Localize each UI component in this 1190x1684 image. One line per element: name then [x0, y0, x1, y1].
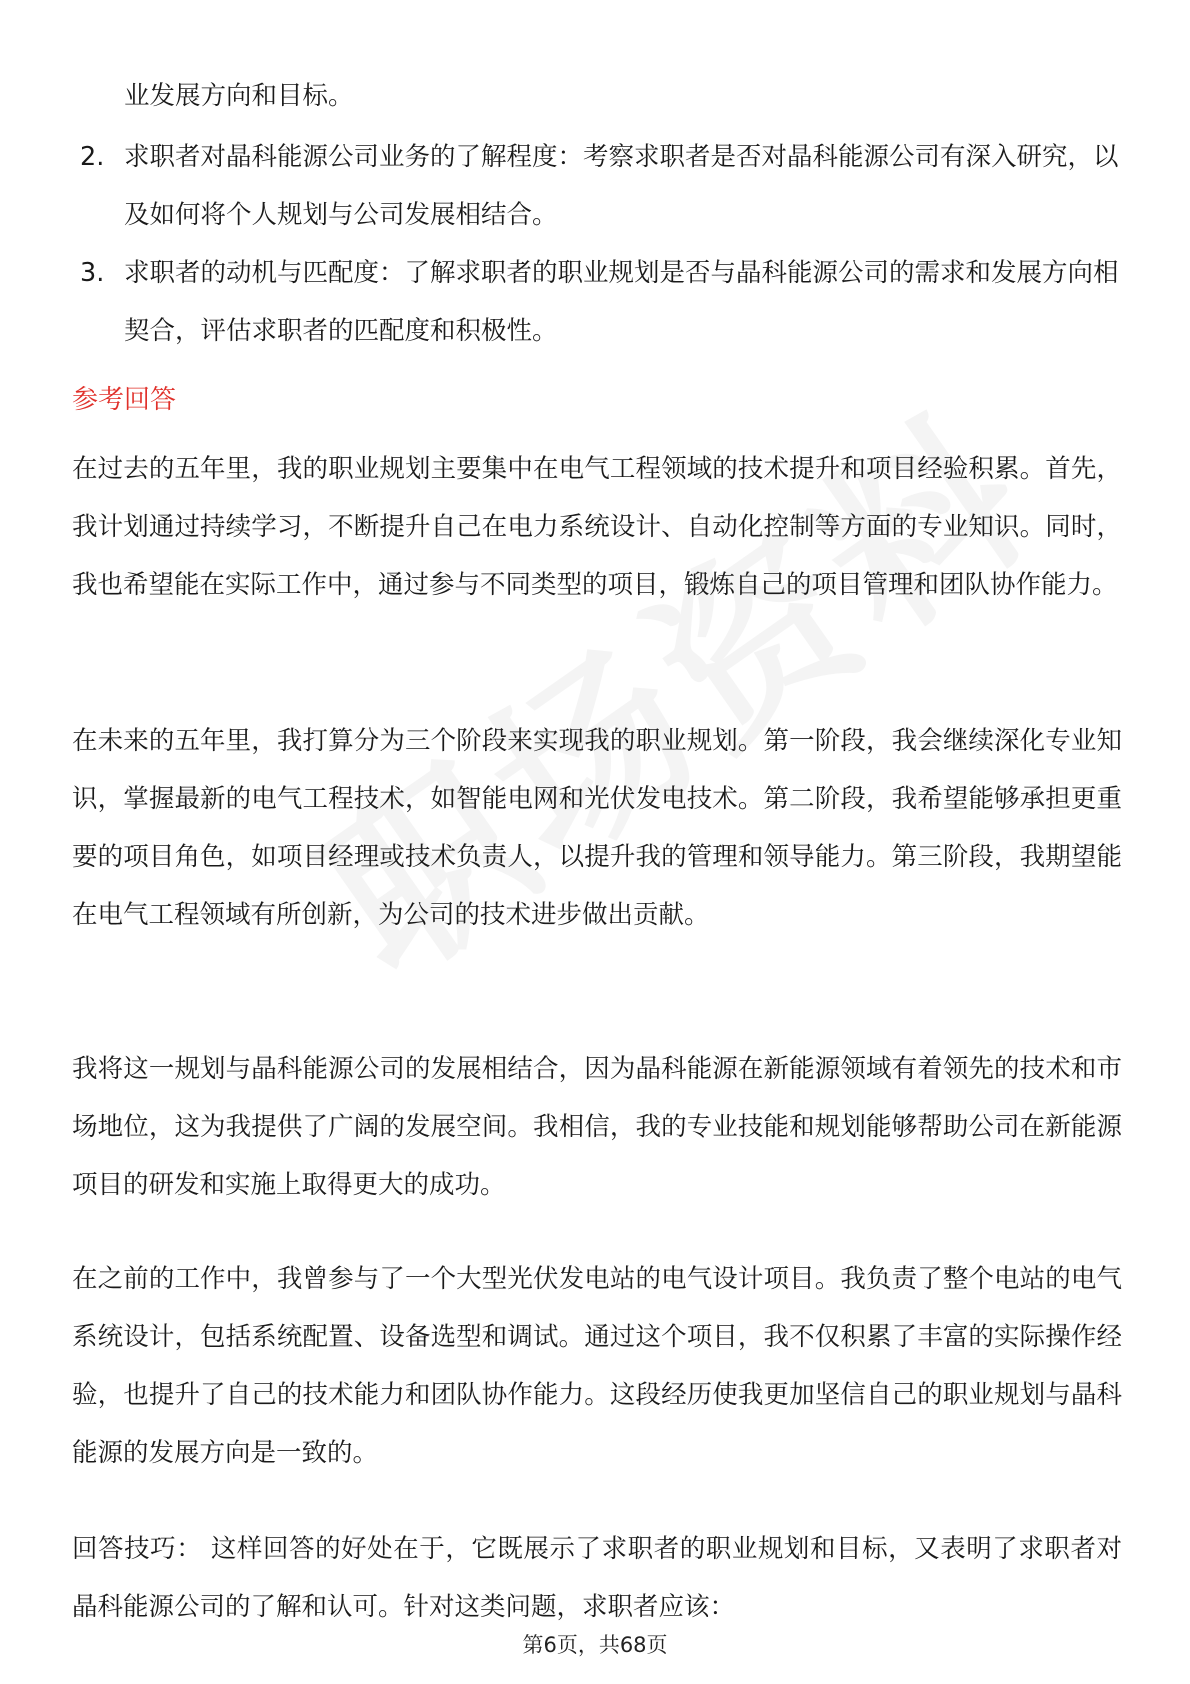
list-item-text: 求职者对晶科能源公司业务的了解程度：考察求职者是否对晶科能源公司有深入研究，以及如何将个人规划与公司发展相结合。 — [124, 142, 1119, 230]
list-item — [80, 128, 1140, 244]
page-number-footer: 第6页，共68页 — [522, 1633, 668, 1657]
paragraph: 在未来的五年里，我打算分为三个阶段来实现我的职业规划。第一阶段，我会继续深化专业知识，掌握最新的电气工程技术，如智能电网和光伏发电技术。第二阶段，我希望能够承担更重要的项目角色，如项目经理或技术负责人，以提升我的管理和领导能力。第三阶段，我期望能在电气工程领域有所创新，为公司的技术进步做出贡献。 — [72, 726, 1122, 930]
section-title: 参考回答 — [72, 385, 177, 415]
list-item-number: 2. — [80, 142, 105, 172]
list-item — [80, 244, 1140, 360]
paragraph: 在过去的五年里，我的职业规划主要集中在电气工程领域的技术提升和项目经验积累。首先，我计划通过持续学习，不断提升自己在电力系统设计、自动化控制等方面的专业知识。同时，我也希望能在实际工作中，通过参与不同类型的项目，锻炼自己的项目管理和团队协作能力。 — [72, 454, 1122, 600]
list-item-text: 求职者的动机与匹配度：了解求职者的职业规划是否与晶科能源公司的需求和发展方向相契合，评估求职者的匹配度和积极性。 — [124, 258, 1119, 346]
numbered-list — [80, 128, 1140, 360]
paragraph: 在之前的工作中，我曾参与了一个大型光伏发电站的电气设计项目。我负责了整个电站的电气系统设计，包括系统配置、设备选型和调试。通过这个项目，我不仅积累了丰富的实际操作经验，也提升了自己的技术能力和团队协作能力。这段经历使我更加坚信自己的职业规划与晶科能源的发展方向是一致的。 — [72, 1264, 1122, 1468]
answer-tips-paragraph: 回答技巧： 这样回答的好处在于，它既展示了求职者的职业规划和目标，又表明了求职者对晶科能源公司的了解和认可。针对这类问题，求职者应该： — [72, 1534, 1122, 1622]
paragraph: 我将这一规划与晶科能源公司的发展相结合，因为晶科能源在新能源领域有着领先的技术和市场地位，这为我提供了广阔的发展空间。我相信，我的专业技能和规划能够帮助公司在新能源项目的研发和实施上取得更大的成功。 — [72, 1054, 1122, 1200]
list-item-continuation: 业发展方向和目标。 — [124, 81, 354, 111]
list-item-number: 3. — [80, 258, 105, 288]
